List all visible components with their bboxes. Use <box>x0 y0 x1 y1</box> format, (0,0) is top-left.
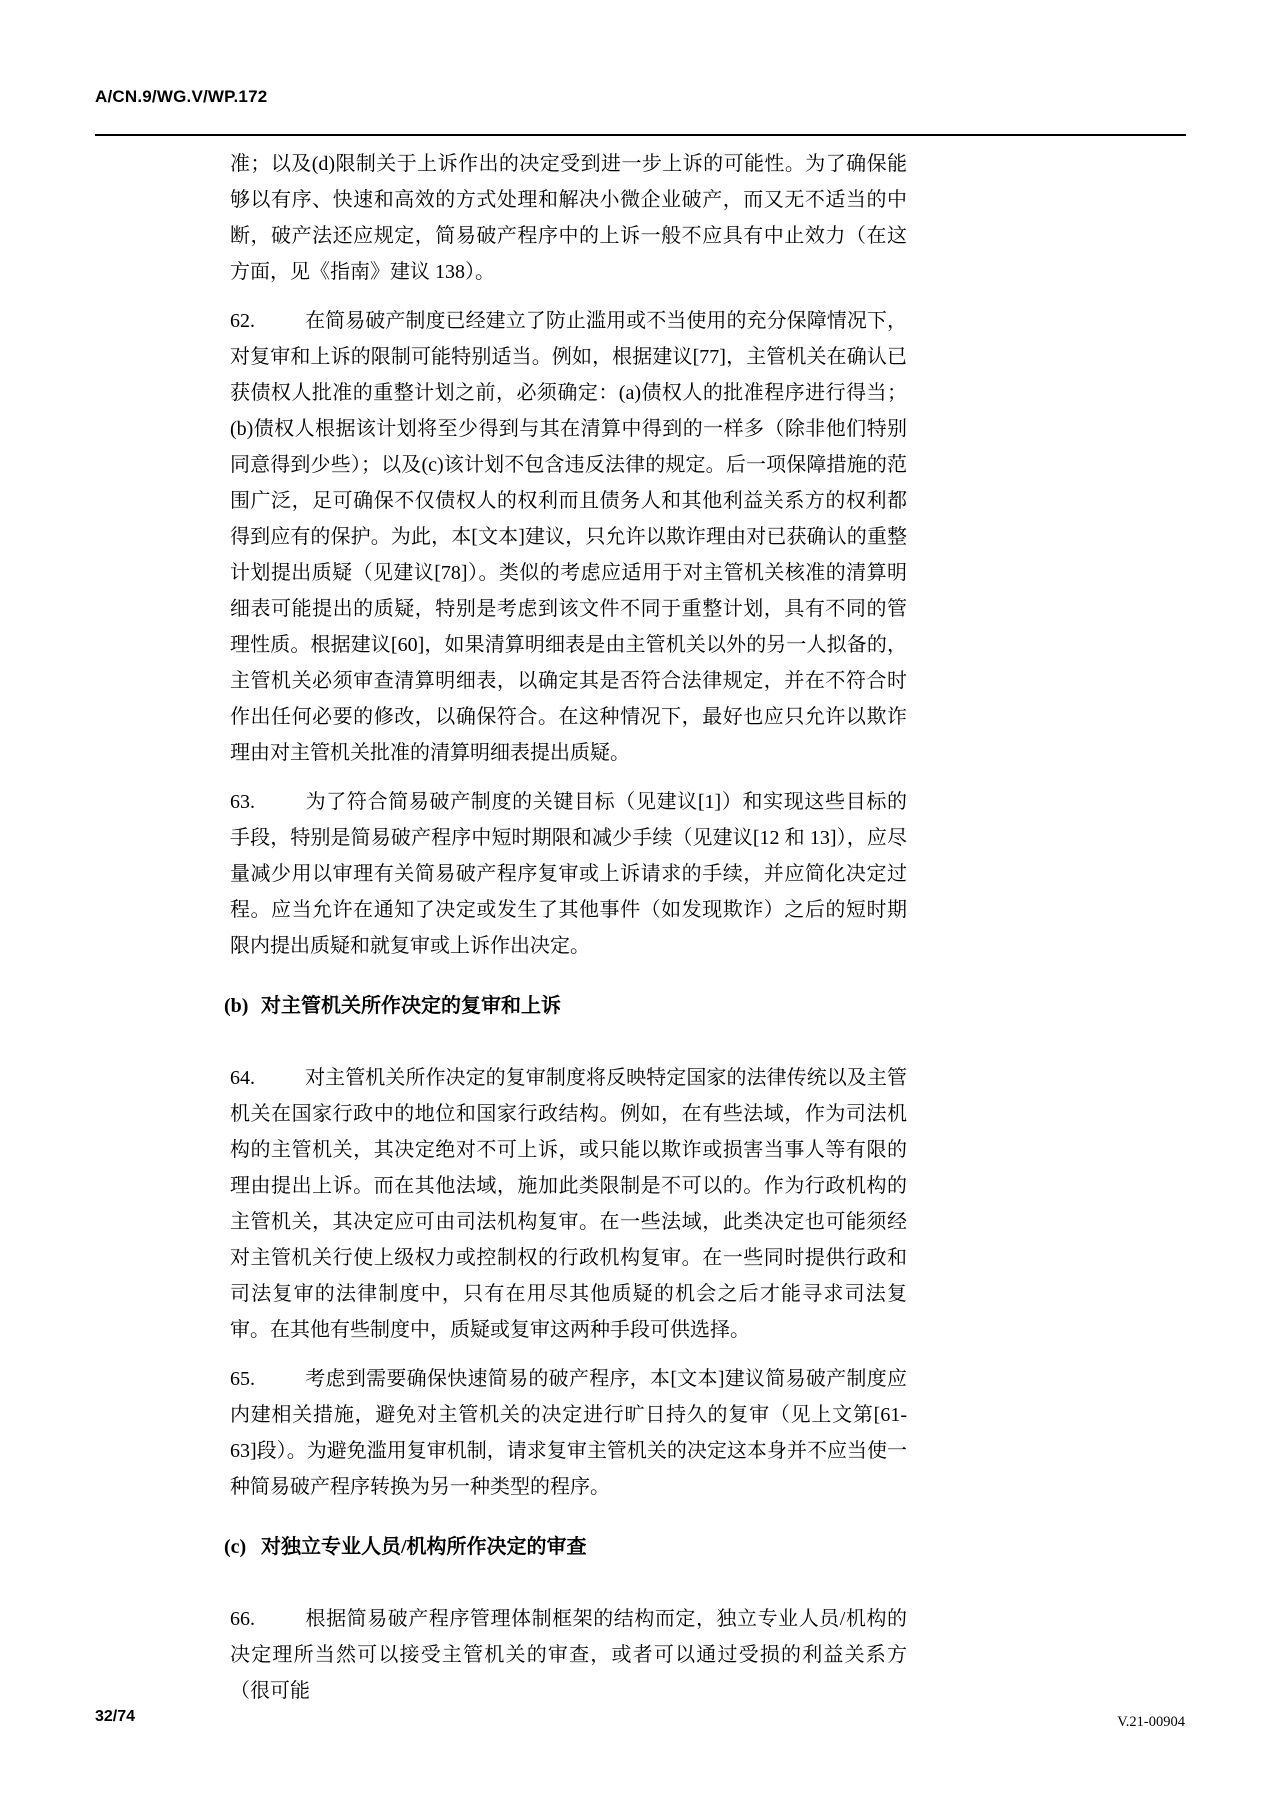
paragraph-text: 考虑到需要确保快速简易的破产程序，本[文本]建议简易破产制度应内建相关措施，避免对主管机关的决定进行旷日持久的复审（见上文第[61-63]段）。为避免滥用复审机制，请求复审主管机关的决定这本身并不应当使一种简易破产程序转换为另一种类型的程序。 <box>230 1368 907 1498</box>
section-heading-title: 对独立专业人员/机构所作决定的审查 <box>261 1536 587 1558</box>
paragraph-text: 在简易破产制度已经建立了防止滥用或不当使用的充分保障情况下，对复审和上诉的限制可能特别适当。例如，根据建议[77]，主管机关在确认已获债权人批准的重整计划之前，必须确定：(a)债权人的批准程序进行得当；(b)债权人根据该计划将至少得到与其在清算中得到的一样多（除非他们特别同意得到少些）；以及(c)该计划不包含违反法律的规定。后一项保障措施的范围广泛，足可确保不仅债权人的权利而且债务人和其他利益关系方的权利都得到应有的保护。为此，本[文本]建议，只允许以欺诈理由对已获确认的重整计划提出质疑（见建议[78]）。类似的考虑应适用于对主管机关核准的清算明细表可能提出的质疑，特别是考虑到该文件不同于重整计划，具有不同的管理性质。根据建议[60]，如果清算明细表是由主管机关以外的另一人拟备的，主管机关必须审查清算明细表，以确定其是否符合法律规定，并在不符合时作出任何必要的修改，以确保符合。在这种情况下，最好也应只允许以欺诈理由对主管机关批准的清算明细表提出质疑。 <box>230 310 907 764</box>
section-heading-b <box>224 988 907 1024</box>
paragraph-text: 为了符合简易破产制度的关键目标（见建议[1]）和实现这些目标的手段，特别是简易破产程序中短时期限和减少手续（见建议[12 和 13]），应尽量减少用以审理有关简易破产程序复审或上诉请求的手续，并应简化决定过程。应当允许在通知了决定或发生了其他事件（如发现欺诈）之后的短时期限内提出质疑和就复审或上诉作出决定。 <box>230 791 907 957</box>
section-heading-label: (c) <box>224 1536 247 1558</box>
paragraph-63 <box>230 784 907 964</box>
paragraph-number: 66. <box>230 1608 255 1630</box>
section-heading-c <box>224 1529 907 1565</box>
paragraph-number: 65. <box>230 1368 255 1390</box>
paragraph-text: 准；以及(d)限制关于上诉作出的决定受到进一步上诉的可能性。为了确保能够以有序、快速和高效的方式处理和解决小微企业破产，而又无不适当的中断，破产法还应规定，简易破产程序中的上诉一般不应具有中止效力（在这方面，见《指南》建议 138）。 <box>230 153 907 283</box>
paragraph-number: 64. <box>230 1067 255 1089</box>
paragraph-number: 63. <box>230 791 255 813</box>
paragraph-continuation <box>230 146 907 290</box>
document-reference: V.21-00904 <box>1117 1714 1185 1730</box>
paragraph-65 <box>230 1361 907 1505</box>
paragraph-66 <box>230 1601 907 1709</box>
document-symbol: A/CN.9/WG.V/WP.172 <box>95 87 268 106</box>
paragraph-text: 根据简易破产程序管理体制框架的结构而定，独立专业人员/机构的决定理所当然可以接受主管机关的审查，或者可以通过受损的利益关系方（很可能 <box>230 1608 907 1702</box>
paragraph-text: 对主管机关所作决定的复审制度将反映特定国家的法律传统以及主管机关在国家行政中的地位和国家行政结构。例如，在有些法域，作为司法机构的主管机关，其决定绝对不可上诉，或只能以欺诈或损害当事人等有限的理由提出上诉。而在其他法域，施加此类限制是不可以的。作为行政机构的主管机关，其决定应可由司法机构复审。在一些法域，此类决定也可能须经对主管机关行使上级权力或控制权的行政机构复审。在一些同时提供行政和司法复审的法律制度中，只有在用尽其他质疑的机会之后才能寻求司法复审。在其他有些制度中，质疑或复审这两种手段可供选择。 <box>230 1067 907 1341</box>
paragraph-number: 62. <box>230 310 255 332</box>
section-heading-title: 对主管机关所作决定的复审和上诉 <box>261 995 561 1017</box>
header-rule <box>95 134 1186 136</box>
section-heading-label: (b) <box>224 995 249 1017</box>
paragraph-64 <box>230 1060 907 1348</box>
page-number: 32/74 <box>95 1708 136 1725</box>
paragraph-62 <box>230 303 907 771</box>
document-body <box>224 146 907 1722</box>
